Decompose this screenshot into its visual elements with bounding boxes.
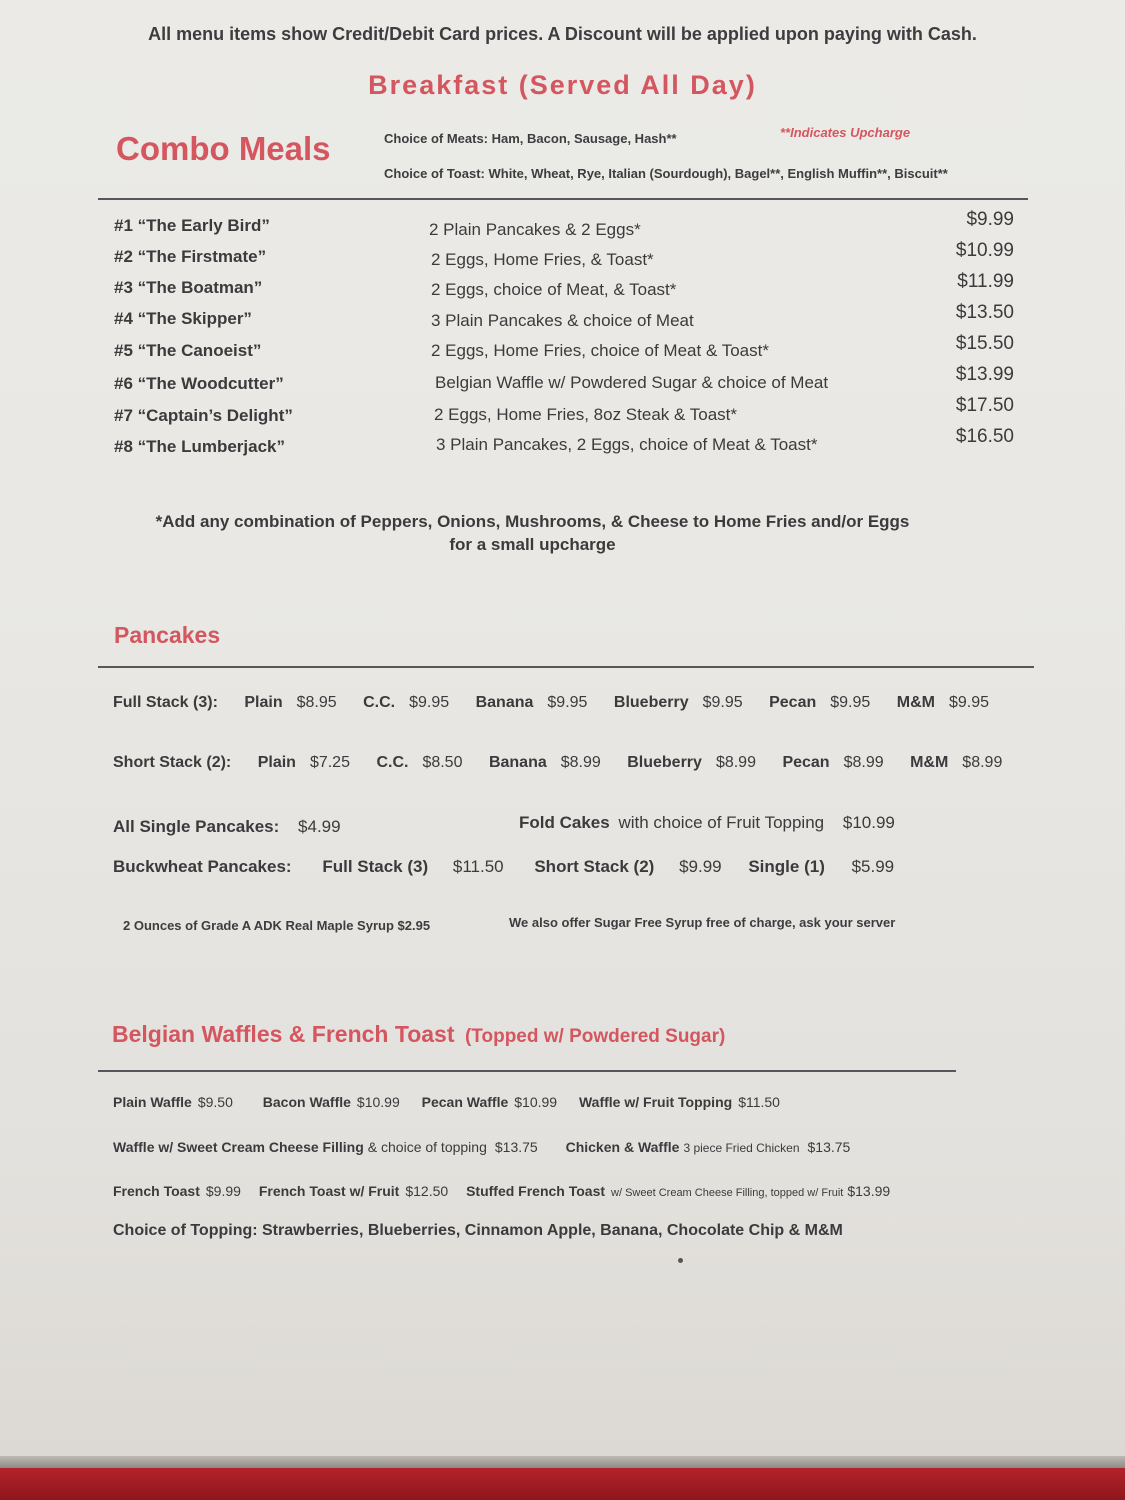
waffle-price: $10.99 xyxy=(514,1094,558,1110)
buckwheat-label: Buckwheat Pancakes: xyxy=(113,857,292,876)
pancake-flavor: Plain xyxy=(244,694,283,711)
combo-item-price: $10.99 xyxy=(955,240,1014,261)
buckwheat-short-label: Short Stack (2) xyxy=(534,857,655,876)
waffles-subtitle: (Topped w/ Powdered Sugar) xyxy=(464,1026,726,1047)
waffle-name: Pecan Waffle xyxy=(421,1094,509,1110)
fold-cakes-name: Fold Cakes xyxy=(519,813,610,832)
pancake-price: $8.99 xyxy=(962,754,1003,771)
pancake-flavor: Blueberry xyxy=(613,694,689,711)
pancake-flavor: Banana xyxy=(488,754,547,771)
single-pancakes-price: $4.99 xyxy=(298,817,341,836)
combo-item-desc: 2 Eggs, choice of Meat, & Toast* xyxy=(431,280,677,299)
addon-note-line: for a small upcharge xyxy=(449,535,616,554)
fold-cakes-price: $10.99 xyxy=(842,813,895,832)
combo-item-desc: 2 Eggs, Home Fries, choice of Meat & Toast* xyxy=(431,341,769,360)
combo-item-name: #4 “The Skipper” xyxy=(114,309,252,328)
pancake-flavor: Plain xyxy=(257,754,296,771)
combo-item-price: $9.99 xyxy=(966,209,1014,230)
combo-item-name: #8 “The Lumberjack” xyxy=(114,437,286,456)
combo-item-desc: 2 Eggs, Home Fries, & Toast* xyxy=(431,250,654,269)
combo-item-price: $11.99 xyxy=(957,271,1014,292)
combo-item-price: $17.50 xyxy=(955,395,1014,416)
buckwheat-full-label: Full Stack (3) xyxy=(322,857,429,876)
pancake-flavor: M&M xyxy=(896,694,935,711)
pancake-price: $8.99 xyxy=(560,754,601,771)
fold-cakes-row xyxy=(519,813,909,833)
pancake-price: $7.25 xyxy=(309,754,350,771)
waffle-desc: & choice of topping xyxy=(367,1139,487,1155)
short-stack-row xyxy=(113,754,1016,772)
buckwheat-short-price: $9.99 xyxy=(679,857,722,876)
short-stack-label: Short Stack (2): xyxy=(113,754,232,771)
combo-item-desc: 2 Eggs, Home Fries, 8oz Steak & Toast* xyxy=(434,405,737,424)
combo-item-price: $13.99 xyxy=(955,364,1014,385)
pancake-price: $9.95 xyxy=(409,694,450,711)
pancakes-title: Pancakes xyxy=(114,622,221,648)
waffle-name: Waffle w/ Sweet Cream Cheese Filling xyxy=(113,1139,364,1155)
pancake-flavor: Blueberry xyxy=(627,754,702,771)
sugar-free-syrup-note: We also offer Sugar Free Syrup free of charge, ask your server xyxy=(509,915,896,930)
combo-item-name: #6 “The Woodcutter” xyxy=(114,374,284,393)
pancake-price: $8.99 xyxy=(843,754,884,771)
full-stack-row xyxy=(113,694,1003,712)
breakfast-title: Breakfast (Served All Day) xyxy=(368,70,757,100)
maple-syrup-note: 2 Ounces of Grade A ADK Real Maple Syrup $2.95 xyxy=(123,918,431,933)
payment-notice: All menu items show Credit/Debit Card prices. A Discount will be applied upon paying with Cash. xyxy=(148,24,977,44)
waffle-desc: 3 piece Fried Chicken xyxy=(683,1141,800,1155)
combo-item-price: $13.50 xyxy=(955,302,1014,323)
combo-item-name: #1 “The Early Bird” xyxy=(114,216,270,235)
combo-meals-title: Combo Meals xyxy=(116,130,331,167)
waffle-price: $13.75 xyxy=(807,1139,851,1155)
menu-holder-frame xyxy=(0,1468,1125,1500)
french-toast-desc: w/ Sweet Cream Cheese Filling, topped w/ Fruit xyxy=(611,1187,844,1199)
pancake-price: $9.95 xyxy=(830,694,871,711)
combo-item-name: #3 “The Boatman” xyxy=(114,278,263,297)
pancake-price: $9.95 xyxy=(948,694,989,711)
waffle-name: Bacon Waffle xyxy=(262,1094,351,1110)
waffle-price: $11.50 xyxy=(738,1094,780,1110)
combo-item-desc: 3 Plain Pancakes, 2 Eggs, choice of Meat & Toast* xyxy=(436,435,818,454)
pancake-flavor: Pecan xyxy=(769,694,817,711)
full-stack-label: Full Stack (3): xyxy=(113,694,218,711)
buckwheat-row xyxy=(113,857,908,877)
pancake-flavor: Pecan xyxy=(782,754,830,771)
waffles-header xyxy=(112,1021,725,1048)
pancake-price: $8.99 xyxy=(715,754,756,771)
pancake-price: $9.95 xyxy=(547,694,588,711)
waffle-row xyxy=(113,1094,794,1110)
addon-note xyxy=(0,510,1065,556)
pancake-flavor: C.C. xyxy=(363,694,396,711)
menu-holder-edge xyxy=(0,1456,1125,1468)
waffle-name: Plain Waffle xyxy=(113,1094,192,1110)
waffle-name: Waffle w/ Fruit Topping xyxy=(578,1094,733,1110)
divider xyxy=(98,198,1028,200)
addon-note-line: *Add any combination of Peppers, Onions, Mushrooms, & Cheese to Home Fries and/or Eggs xyxy=(155,512,910,531)
combo-item-name: #2 “The Firstmate” xyxy=(114,247,267,266)
divider xyxy=(98,1070,956,1072)
pancake-flavor: Banana xyxy=(475,694,534,711)
french-toast-name: French Toast xyxy=(113,1183,200,1199)
fold-cakes-desc: with choice of Fruit Topping xyxy=(618,813,825,832)
pancake-price: $8.95 xyxy=(296,694,337,711)
topping-choices: Choice of Topping: Strawberries, Blueberries, Cinnamon Apple, Banana, Chocolate Chip & M&M xyxy=(113,1222,843,1239)
pancake-flavor: C.C. xyxy=(376,754,409,771)
combo-item-name: #7 “Captain’s Delight” xyxy=(114,406,293,425)
buckwheat-single-price: $5.99 xyxy=(851,857,895,876)
french-toast-price: $9.99 xyxy=(205,1183,241,1199)
pancake-price: $9.95 xyxy=(702,694,743,711)
single-pancakes-label: All Single Pancakes: xyxy=(113,817,280,836)
divider xyxy=(98,666,1034,668)
pancake-price: $8.50 xyxy=(422,754,463,771)
pancake-flavor: M&M xyxy=(910,754,949,771)
waffle-row xyxy=(113,1139,864,1155)
meats-note: Choice of Meats: Ham, Bacon, Sausage, Hash** xyxy=(384,131,677,146)
waffles-title: Belgian Waffles & French Toast xyxy=(112,1021,455,1047)
french-toast-price: $12.50 xyxy=(405,1183,449,1199)
waffle-price: $13.75 xyxy=(494,1139,538,1155)
waffle-name: Chicken & Waffle xyxy=(565,1139,680,1155)
buckwheat-full-price: $11.50 xyxy=(452,857,504,876)
combo-item-price: $15.50 xyxy=(955,333,1014,354)
toast-note: Choice of Toast: White, Wheat, Rye, Italian (Sourdough), Bagel**, English Muffin**, Biscuit** xyxy=(384,166,948,181)
combo-item-desc: 2 Plain Pancakes & 2 Eggs* xyxy=(429,220,641,239)
french-toast-name: Stuffed French Toast xyxy=(466,1183,606,1199)
french-toast-price: $13.99 xyxy=(847,1183,891,1199)
buckwheat-single-label: Single (1) xyxy=(748,857,825,876)
french-toast-name: French Toast w/ Fruit xyxy=(258,1183,400,1199)
combo-item-price: $16.50 xyxy=(955,426,1014,447)
waffle-price: $10.99 xyxy=(356,1094,400,1110)
paper-mark xyxy=(678,1258,683,1263)
french-toast-row xyxy=(113,1183,904,1199)
upcharge-note: **Indicates Upcharge xyxy=(780,125,911,140)
combo-item-name: #5 “The Canoeist” xyxy=(114,341,262,360)
combo-item-desc: Belgian Waffle w/ Powdered Sugar & choice of Meat xyxy=(435,373,829,392)
waffle-price: $9.50 xyxy=(197,1094,233,1110)
single-pancakes-row xyxy=(113,817,355,837)
combo-item-desc: 3 Plain Pancakes & choice of Meat xyxy=(431,311,694,330)
